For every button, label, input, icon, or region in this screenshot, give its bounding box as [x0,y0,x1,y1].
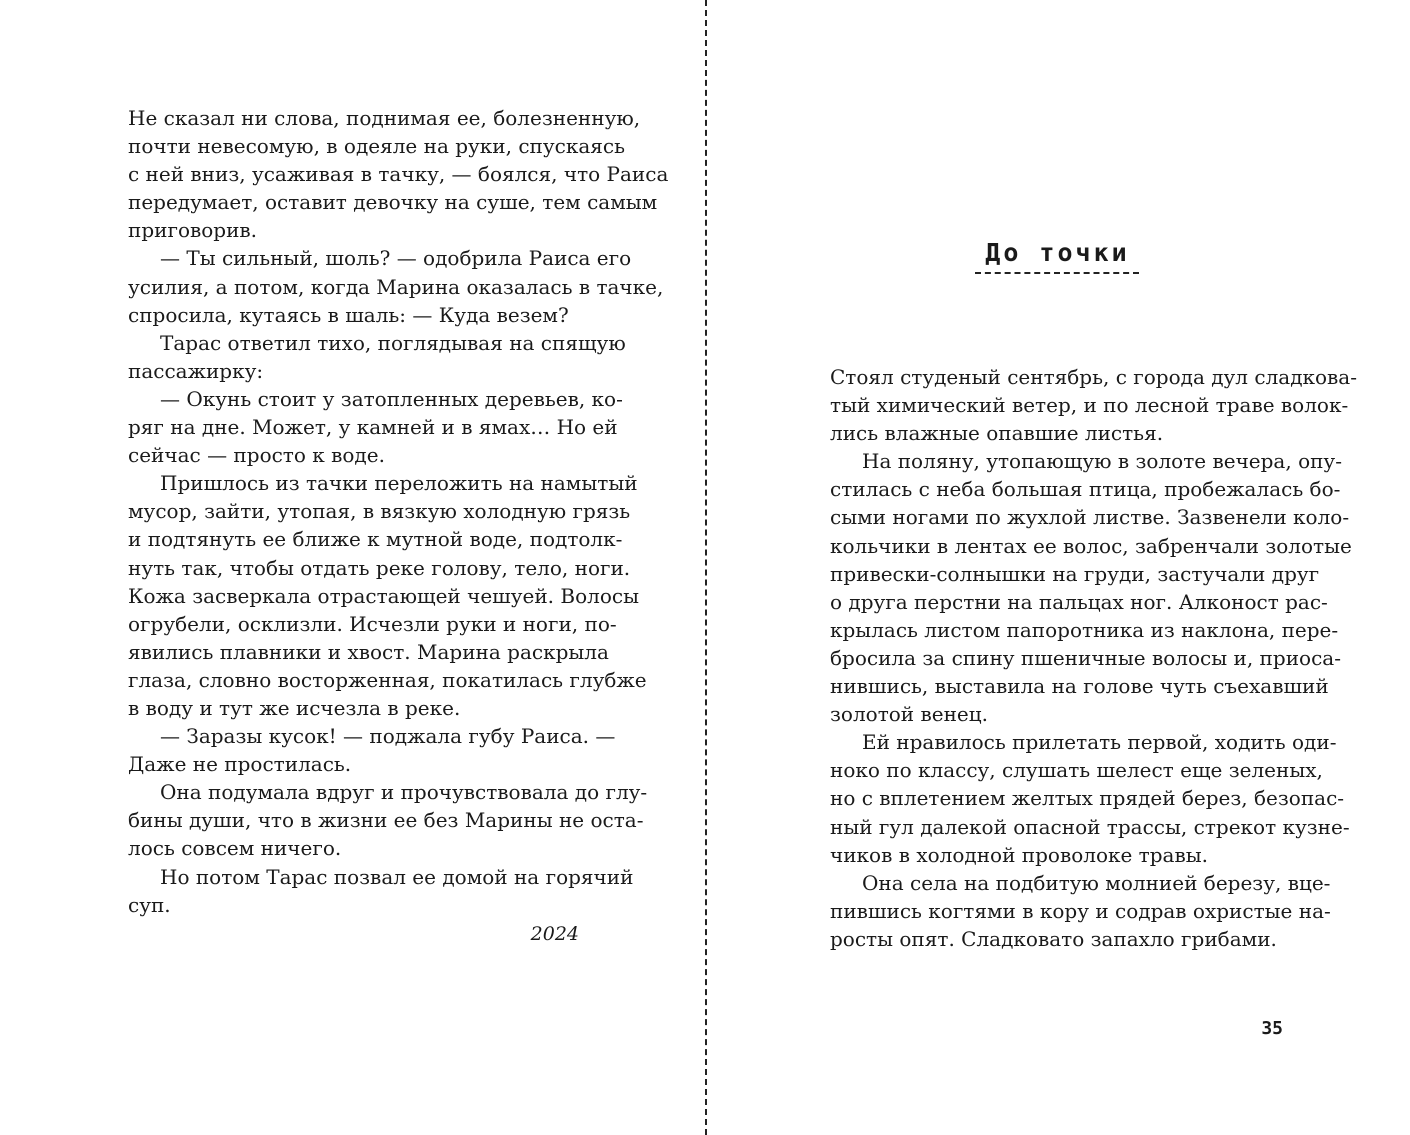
text-line: На поляну, утопающую в золоте вечера, опу- [862,449,1342,474]
text-line: Пришлось из тачки переложить на намытый [160,471,638,496]
text-line: Даже не простилась. [128,752,352,777]
text-line: но с вплетением желтых прядей берез, безопас- [830,786,1345,811]
text-line: привески-солнышки на груди, застучали друг [830,561,1320,586]
text-line: огрубели, осклизли. Исчезли руки и ноги, по- [128,611,617,636]
text-line: Тарас ответил тихо, поглядывая на спящую [160,330,626,355]
text-line: сейчас — просто к воде. [128,443,385,468]
text-line: золотой венец. [830,702,988,727]
text-line: явились плавники и хвост. Марина раскрыла [128,639,609,664]
text-line: сыми ногами по жухлой листве. Зазвенели коло- [830,505,1350,530]
text-line: пассажирку: [128,358,264,383]
right-page-text [830,363,1357,953]
text-line: Но потом Тарас позвал ее домой на горячий [160,864,634,889]
text-line: — Окунь стоит у затопленных деревьев, ко- [160,386,623,411]
text-line: в воду и тут же исчезла в реке. [128,695,461,720]
text-line: Стоял студеный сентябрь, с города дул сладкова- [830,365,1357,389]
text-line: Она села на подбитую молнией березу, вце- [862,870,1331,895]
text-line: пившись когтями в кору и содрав охристые на- [830,898,1331,923]
text-line: нуть так, чтобы отдать реке голову, тело, ноги. [128,555,631,580]
text-line: Ей нравилось прилетать первой, ходить оди- [862,730,1337,755]
text-line: лось совсем ничего. [128,836,342,861]
text-line: — Заразы кусок! — поджала губу Раиса. — [160,724,616,749]
text-line: стилась с неба большая птица, пробежалась бо- [830,477,1341,502]
text-line: ноко по классу, слушать шелест еще зеленых, [830,758,1323,783]
text-line: — Ты сильный, шоль? — одобрила Раиса его [160,246,632,271]
text-line: бросила за спину пшеничные волосы и, приоса- [830,645,1341,670]
text-line: передумает, оставит девочку на суше, тем самым [128,190,658,215]
text-line: тый химический ветер, и по лесной траве волок- [830,393,1349,418]
text-line: о друга перстни на пальцах ног. Алконост рас- [830,589,1328,614]
text-line: с ней вниз, усаживая в тачку, — боялся, что Раиса [128,162,669,187]
text-line: мусор, зайти, утопая, в вязкую холодную грязь [128,499,631,524]
text-line: усилия, а потом, когда Марина оказалась в тачке, [128,274,664,299]
text-line: Не сказал ни слова, поднимая ее, болезненную, [128,106,641,130]
text-line: крылась листом папоротника из наклона, пере- [830,617,1339,642]
book-spine-divider [705,0,707,1135]
text-line: нившись, выставила на голове чуть съехавший [830,674,1329,699]
text-line: спросила, кутаясь в шаль: — Куда везем? [128,302,569,327]
text-line: суп. [128,892,171,917]
text-line: Она подумала вдруг и прочувствовала до глу- [160,780,648,805]
text-line: росты опят. Сладковато запахло грибами. [830,926,1277,951]
text-line: ряг на дне. Может, у камней и в ямах… Но ей [128,415,618,440]
story-year: 2024 [530,923,579,945]
chapter-title: До точки [985,238,1130,267]
title-dashed-underline [975,272,1139,274]
text-line: глаза, словно восторженная, покатилась глубже [128,667,647,692]
page-number: 35 [1261,1018,1283,1039]
text-line: Кожа засверкала отрастающей чешуей. Волосы [128,583,639,608]
text-line: почти невесомую, в одеяле на руки, спускаясь [128,134,625,159]
left-page-text [128,104,669,919]
text-line: бины души, что в жизни ее без Марины не оста- [128,808,644,833]
text-line: чиков в холодной проволоке травы. [830,842,1209,867]
text-line: и подтянуть ее ближе к мутной воде, подтолк- [128,527,623,552]
text-line: приговорив. [128,218,258,243]
text-line: ный гул далекой опасной трассы, стрекот кузне- [830,814,1350,839]
text-line: лись влажные опавшие листья. [830,421,1164,446]
text-line: кольчики в лентах ее волос, забренчали золотые [830,533,1352,558]
